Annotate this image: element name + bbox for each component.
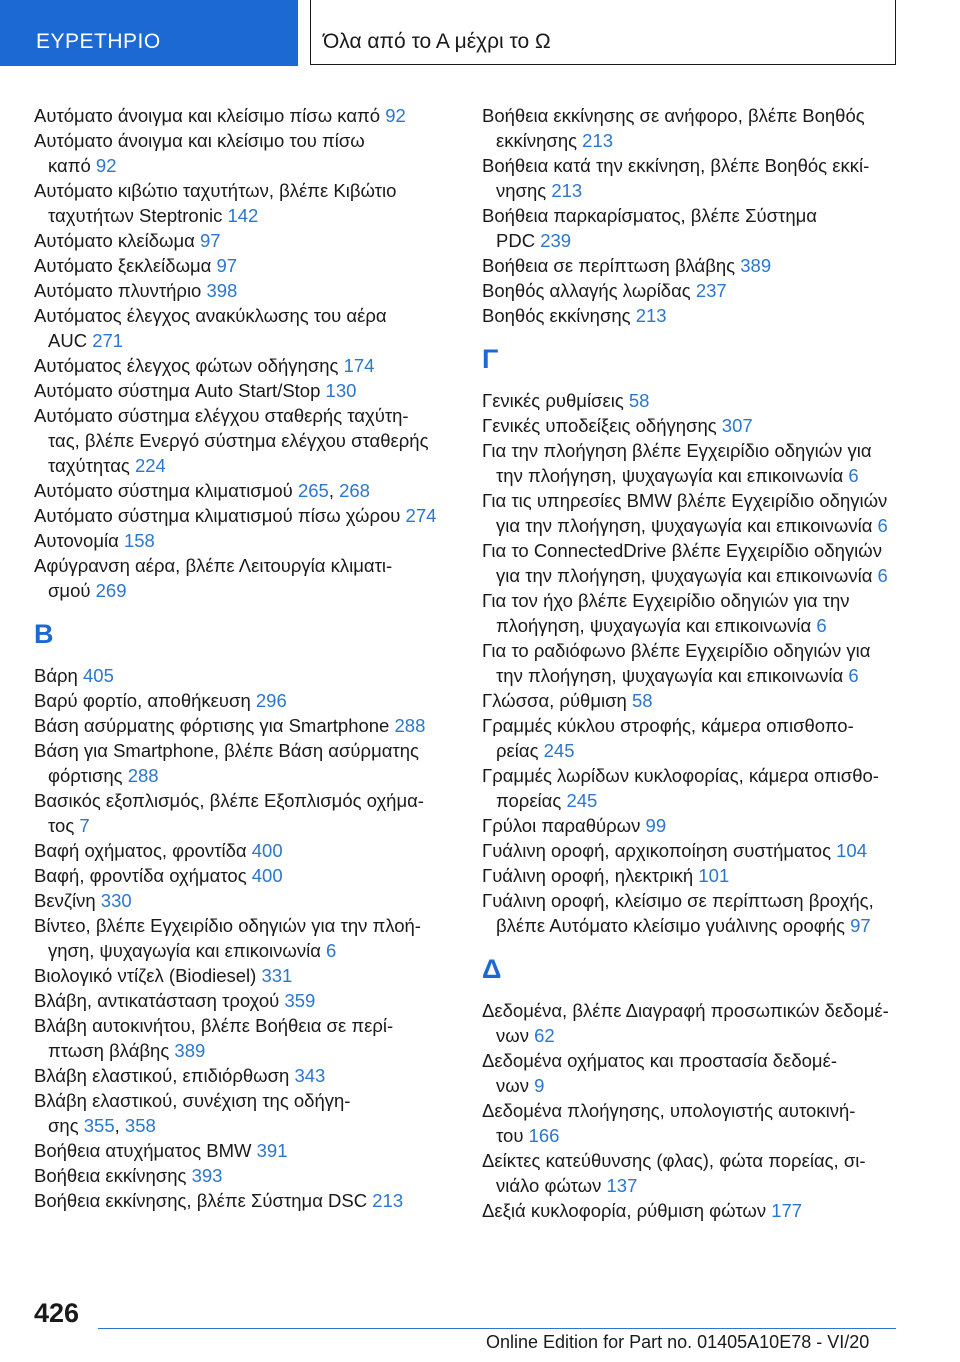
- page-link[interactable]: 58: [631, 690, 653, 711]
- index-entry: [482, 488, 912, 538]
- page-link[interactable]: 330: [100, 890, 132, 911]
- index-entry: [482, 1198, 912, 1223]
- index-entry: [34, 353, 454, 378]
- index-entry: [34, 788, 454, 838]
- index-entry-term: Αυτόματο σύστημα Auto Start/Stop: [34, 380, 326, 401]
- index-entry: [34, 713, 454, 738]
- index-entry: [482, 253, 912, 278]
- index-entry-term: Αυτόματος έλεγχος ανακύκλωσης του αέρα AUC: [34, 305, 387, 351]
- page-link[interactable]: 213: [582, 130, 614, 151]
- index-entry: [34, 278, 454, 303]
- page-link[interactable]: 398: [206, 280, 238, 301]
- index-entry-term: Βοήθεια κατά την εκκίνηση, βλέπε Βοηθός εκκί- νησης: [482, 155, 870, 201]
- page-link[interactable]: 58: [628, 390, 650, 411]
- page-link[interactable]: 142: [227, 205, 259, 226]
- index-entry-term: Δεδομένα οχήματος και προστασία δεδομέ- νων: [482, 1050, 837, 1096]
- page-link[interactable]: 400: [251, 865, 283, 886]
- page-link[interactable]: 274: [405, 505, 437, 526]
- page-link[interactable]: 6: [877, 565, 888, 586]
- index-entry: [34, 178, 454, 228]
- index-entry: [482, 863, 912, 888]
- index-entry-term: Γραμμές κύκλου στροφής, κάμερα οπισθοπο- ρείας: [482, 715, 854, 761]
- index-entry-term: Για το ραδιόφωνο βλέπε Εγχειρίδιο οδηγιών για την πλοήγηση, ψυχαγωγία και επικοινωνία: [482, 640, 871, 686]
- index-entry-term: Αυτόματος έλεγχος φώτων οδήγησης: [34, 355, 344, 376]
- index-entry: [34, 738, 454, 788]
- index-entry: [34, 528, 454, 553]
- page-link[interactable]: 239: [540, 230, 572, 251]
- index-entry-term: Γρύλοι παραθύρων: [482, 815, 646, 836]
- index-entry-term: Γενικές ρυθμίσεις: [482, 390, 629, 411]
- index-entry-term: Βοηθός αλλαγής λωρίδας: [482, 280, 696, 301]
- index-column-left: [34, 103, 454, 1213]
- page-link[interactable]: 9: [534, 1075, 545, 1096]
- index-entry: [34, 888, 454, 913]
- page-link[interactable]: 405: [83, 665, 114, 686]
- index-entry: [482, 203, 912, 253]
- page-link[interactable]: 288: [394, 715, 426, 736]
- index-entry-term: Βίντεο, βλέπε Εγχειρίδιο οδηγιών για την πλοή- γηση, ψυχαγωγία και επικοινωνία: [34, 915, 421, 961]
- page-link[interactable]: 245: [566, 790, 598, 811]
- page-link[interactable]: 269: [95, 580, 127, 601]
- page-link[interactable]: 6: [877, 515, 888, 536]
- index-entry-term: Αυτόματο κιβώτιο ταχυτήτων, βλέπε Κιβώτιο ταχυτήτων Steptronic: [34, 180, 397, 226]
- page-link[interactable]: 288: [127, 765, 159, 786]
- page-link[interactable]: 359: [284, 990, 316, 1011]
- index-entry-term: Βάρη: [34, 665, 83, 686]
- index-entry-term: Γενικές υποδείξεις οδήγησης: [482, 415, 722, 436]
- page-number: 426: [34, 1298, 80, 1328]
- index-entry-term: Βοήθεια εκκίνησης, βλέπε Σύστημα DSC: [34, 1190, 373, 1211]
- page-link[interactable]: 355: [83, 1115, 115, 1136]
- page-link[interactable]: 271: [92, 330, 124, 351]
- index-entry: [482, 763, 912, 813]
- index-entry: [482, 103, 912, 153]
- page-link[interactable]: 97: [850, 915, 871, 936]
- index-entry-term: Βαφή, φροντίδα οχήματος: [34, 865, 252, 886]
- index-entry: [482, 388, 912, 413]
- index-entry: [482, 1048, 912, 1098]
- index-entry: [482, 998, 912, 1048]
- index-entry: [482, 713, 912, 763]
- index-entry: [34, 913, 454, 963]
- page-link[interactable]: 265: [297, 480, 329, 501]
- page-link[interactable]: 177: [771, 1200, 803, 1221]
- page-link[interactable]: 6: [848, 665, 859, 686]
- index-entry: [34, 863, 454, 888]
- index-section-tab[interactable]: ΕΥΡΕΤΗΡΙΟ: [0, 0, 298, 66]
- index-entry-term: Γυάλινη οροφή, ηλεκτρική: [482, 865, 699, 886]
- index-entry-term: Για τον ήχο βλέπε Εγχειρίδιο οδηγιών για την πλοήγηση, ψυχαγωγία και επικοινωνία: [482, 590, 850, 636]
- page-link[interactable]: 137: [606, 1175, 638, 1196]
- index-entry: [34, 403, 454, 478]
- page-link[interactable]: 343: [294, 1065, 326, 1086]
- page-link[interactable]: 6: [816, 615, 827, 636]
- index-entry: [34, 228, 454, 253]
- page-link[interactable]: 307: [721, 415, 753, 436]
- index-entry-term: Βασικός εξοπλισμός, βλέπε Εξοπλισμός οχήμα- τος: [34, 790, 424, 836]
- index-entry-term: Αυτόματο σύστημα ελέγχου σταθερής ταχύτη- τας, βλέπε Ενεργό σύστημα ελέγχου σταθερής ταχύτητας: [34, 405, 429, 476]
- index-entry-term: Βάση για Smartphone, βλέπε Βάση ασύρματης φόρτισης: [34, 740, 419, 786]
- index-entry-term: Γυάλινη οροφή, αρχικοποίηση συστήματος: [482, 840, 837, 861]
- index-entry: [34, 503, 454, 528]
- index-entry: [34, 1138, 454, 1163]
- index-entry-term: Βαφή οχήματος, φροντίδα: [34, 840, 252, 861]
- index-entry-term: Βοήθεια ατυχήματος BMW: [34, 1140, 257, 1161]
- index-entry: [34, 303, 454, 353]
- index-entry-term: Γλώσσα, ρύθμιση: [482, 690, 632, 711]
- index-entry: [34, 688, 454, 713]
- page-link[interactable]: 166: [528, 1125, 560, 1146]
- index-entry: Βλάβη ελαστικού, συνέχιση της οδήγη- σης 355, 358: [34, 1090, 351, 1136]
- page-link[interactable]: 296: [255, 690, 287, 711]
- index-entry-term: Βλάβη ελαστικού, συνέχιση της οδήγη- σης: [34, 1090, 351, 1136]
- index-entry-term: Βιολογικό ντίζελ (Biodiesel): [34, 965, 262, 986]
- index-entry: Αυτόματο σύστημα κλιματισμού 265, 268: [34, 480, 370, 501]
- index-entry-term: Για τις υπηρεσίες BMW βλέπε Εγχειρίδιο οδηγιών για την πλοήγηση, ψυχαγωγία και επικοινωνία: [482, 490, 888, 536]
- page-header: [0, 0, 960, 66]
- index-entry-term: Βλάβη αυτοκινήτου, βλέπε Βοήθεια σε περί- πτωση βλάβης: [34, 1015, 394, 1061]
- index-entry: [482, 813, 912, 838]
- index-entry: [482, 888, 912, 938]
- index-subtitle-tab: Όλα από το Α μέχρι το Ω: [310, 0, 896, 65]
- page-link[interactable]: 6: [326, 940, 337, 961]
- index-entry-term: Για το ConnectedDrive βλέπε Εγχειρίδιο οδηγιών για την πλοήγηση, ψυχαγωγία και επικοινωνία: [482, 540, 882, 586]
- index-letter-heading: Δ: [482, 954, 502, 984]
- page-link[interactable]: 331: [261, 965, 293, 986]
- page-link[interactable]: 358: [124, 1115, 156, 1136]
- page-link[interactable]: 62: [534, 1025, 555, 1046]
- page-link[interactable]: 237: [695, 280, 727, 301]
- page-link[interactable]: 92: [385, 105, 406, 126]
- index-entry-term: Βλάβη, αντικατάσταση τροχού: [34, 990, 285, 1011]
- page-link[interactable]: 213: [372, 1190, 404, 1211]
- index-entry: [34, 838, 454, 863]
- index-entry: [34, 553, 454, 603]
- index-entry-term: Βενζίνη: [34, 890, 101, 911]
- index-entry-term: Δεδομένα, βλέπε Διαγραφή προσωπικών δεδομέ- νων: [482, 1000, 889, 1046]
- page-link[interactable]: 130: [325, 380, 357, 401]
- page-link[interactable]: 158: [123, 530, 155, 551]
- index-column-right: [482, 103, 912, 1223]
- index-entry-term: Γυάλινη οροφή, κλείσιμο σε περίπτωση βροχής, βλέπε Αυτόματο κλείσιμο γυάλινης οροφής: [482, 890, 874, 936]
- index-entry-term: Βαρύ φορτίο, αποθήκευση: [34, 690, 256, 711]
- index-letter-heading: Β: [34, 619, 54, 649]
- edition-note: Online Edition for Part no. 01405A10E78 - VI/20: [486, 1332, 870, 1352]
- page-link[interactable]: 213: [551, 180, 583, 201]
- index-entry: [34, 1013, 454, 1063]
- page-link[interactable]: 101: [698, 865, 730, 886]
- index-entry: [482, 303, 912, 328]
- page-link[interactable]: 389: [174, 1040, 206, 1061]
- page-link[interactable]: 245: [543, 740, 575, 761]
- index-entry: [482, 638, 912, 688]
- index-entry: [482, 538, 912, 588]
- index-entry-term: Βοήθεια εκκίνησης σε ανήφορο, βλέπε Βοηθός εκκίνησης: [482, 105, 865, 151]
- index-entry-term: Αυτονομία: [34, 530, 124, 551]
- index-entry-term: Βάση ασύρματης φόρτισης για Smartphone: [34, 715, 395, 736]
- page-link[interactable]: 104: [836, 840, 868, 861]
- page-link[interactable]: 92: [95, 155, 117, 176]
- page-link[interactable]: 393: [191, 1165, 223, 1186]
- index-entry: [34, 1063, 454, 1088]
- index-entry: [482, 588, 912, 638]
- page-link[interactable]: 213: [635, 305, 667, 326]
- index-entry: [482, 413, 912, 438]
- index-entry: [482, 278, 912, 303]
- index-entry-term: Βλάβη ελαστικού, επιδιόρθωση: [34, 1065, 295, 1086]
- page-link[interactable]: 391: [256, 1140, 288, 1161]
- index-entry-term: Δεξιά κυκλοφορία, ρύθμιση φώτων: [482, 1200, 772, 1221]
- page-link[interactable]: 389: [740, 255, 772, 276]
- index-entry-term: Δείκτες κατεύθυνσης (φλας), φώτα πορείας, σι- νιάλο φώτων: [482, 1150, 866, 1196]
- index-entry-term: Αυτόματο σύστημα κλιματισμού πίσω χώρου: [34, 505, 406, 526]
- page-link[interactable]: 97: [216, 255, 238, 276]
- page-link[interactable]: 99: [645, 815, 667, 836]
- index-entry: [34, 1188, 454, 1213]
- index-entry-term: Δεδομένα πλοήγησης, υπολογιστής αυτοκινή- του: [482, 1100, 856, 1146]
- index-entry: [34, 1163, 454, 1188]
- footer-divider: [98, 1328, 896, 1329]
- index-entry: [482, 1148, 912, 1198]
- index-entry-term: Αυτόματο ξεκλείδωμα: [34, 255, 217, 276]
- index-entry: [482, 153, 912, 203]
- index-entry: [482, 838, 912, 863]
- index-entry-term: Για την πλοήγηση βλέπε Εγχειρίδιο οδηγιών για την πλοήγηση, ψυχαγωγία και επικοινωνία: [482, 440, 872, 486]
- index-entry-term: Αυτόματο άνοιγμα και κλείσιμο του πίσω καπό: [34, 130, 365, 176]
- page-link[interactable]: 174: [343, 355, 375, 376]
- page-link[interactable]: 97: [199, 230, 221, 251]
- index-entry-term: Βοηθός εκκίνησης: [482, 305, 636, 326]
- page-link[interactable]: 268: [339, 480, 370, 501]
- index-entry: [482, 1098, 912, 1148]
- index-entry: [34, 663, 454, 688]
- index-entry: [34, 103, 454, 128]
- index-entry: [482, 438, 912, 488]
- index-entry: [482, 688, 912, 713]
- index-entry-term: Γραμμές λωρίδων κυκλοφορίας, κάμερα οπισθο- πορείας: [482, 765, 879, 811]
- index-entry-term: Αυτόματο κλείδωμα: [34, 230, 200, 251]
- index-entry-term: Αυτόματο σύστημα κλιματισμού: [34, 480, 298, 501]
- index-entry: [34, 128, 454, 178]
- index-entry: [34, 378, 454, 403]
- page-link[interactable]: 6: [848, 465, 859, 486]
- index-entry-term: Αυτόματο πλυντήριο: [34, 280, 207, 301]
- index-entry-term: Βοήθεια εκκίνησης: [34, 1165, 192, 1186]
- index-entry-term: Αφύγρανση αέρα, βλέπε Λειτουργία κλιματι- σμού: [34, 555, 393, 601]
- index-entry: [34, 988, 454, 1013]
- index-entry-term: Αυτόματο άνοιγμα και κλείσιμο πίσω καπό: [34, 105, 386, 126]
- index-entry-term: Βοήθεια παρκαρίσματος, βλέπε Σύστημα PDC: [482, 205, 817, 251]
- index-entry: [34, 963, 454, 988]
- index-entry-term: Βοήθεια σε περίπτωση βλάβης: [482, 255, 741, 276]
- index-letter-heading: Γ: [482, 344, 499, 374]
- page-link[interactable]: 7: [79, 815, 90, 836]
- index-entry: [34, 253, 454, 278]
- page-link[interactable]: 224: [134, 455, 166, 476]
- page-link[interactable]: 400: [251, 840, 283, 861]
